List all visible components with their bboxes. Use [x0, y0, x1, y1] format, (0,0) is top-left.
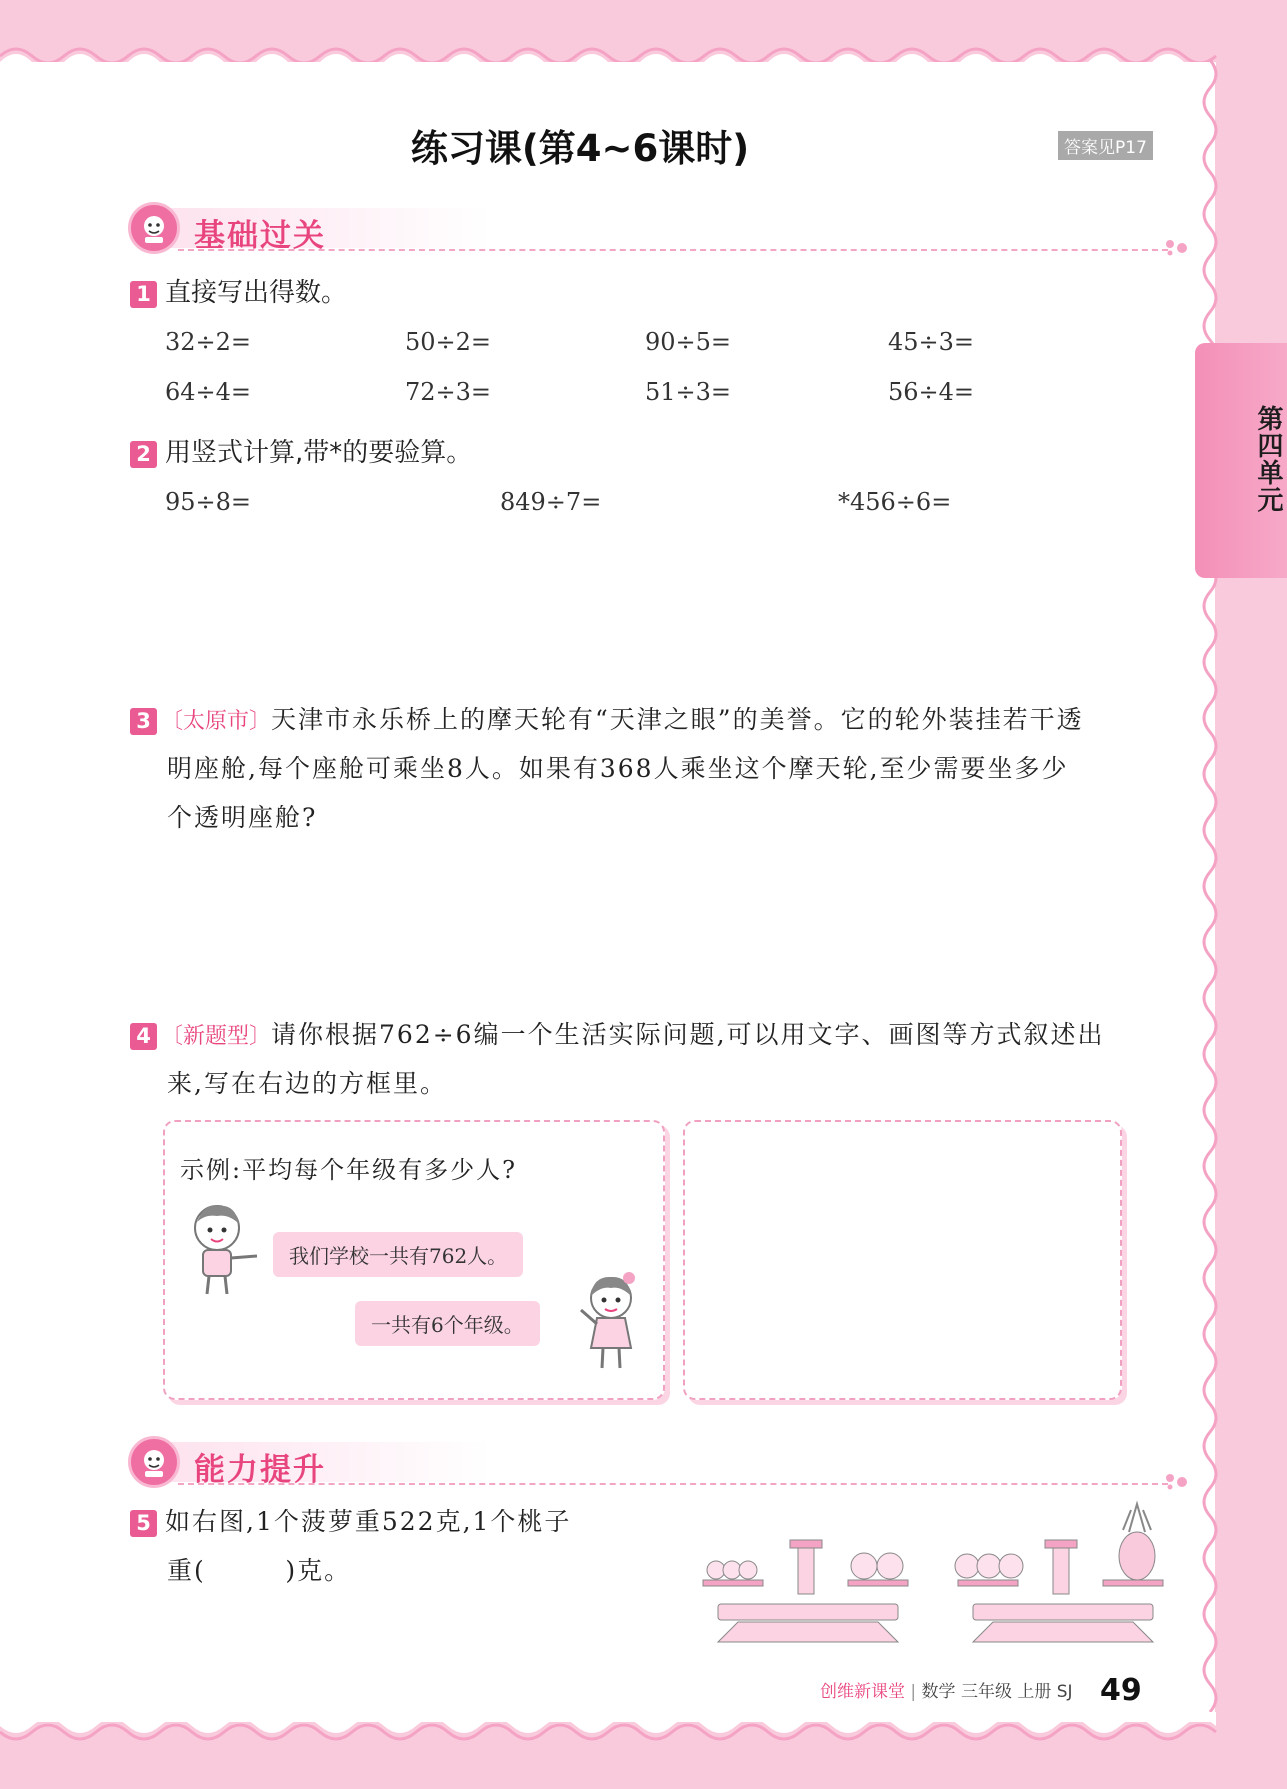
teacher-avatar-icon: [128, 202, 180, 254]
question-4-line-1: [130, 1010, 1180, 1061]
footer-info: 数学 三年级 上册 SJ: [921, 1682, 1073, 1702]
question-tag: 〔太原市〕: [161, 709, 272, 734]
answer-box[interactable]: [683, 1120, 1122, 1400]
unit-tab-label: 第四单元: [1253, 405, 1283, 513]
question-number: 1: [130, 281, 157, 308]
question-2-header: [130, 428, 1180, 478]
calc-item: *456÷6=: [838, 488, 952, 516]
calc-item: 32÷2=: [165, 328, 252, 356]
calc-item: 849÷7=: [500, 488, 602, 516]
section-divider: [178, 249, 1168, 251]
question-5-line-2: 重( )克。: [167, 1556, 352, 1585]
teacher-avatar-icon: [128, 1436, 180, 1488]
girl-figure-icon: [575, 1268, 645, 1373]
calc-item: 95÷8=: [165, 488, 252, 516]
question-number: 5: [130, 1510, 157, 1537]
dots-decoration-icon: [1164, 1472, 1190, 1490]
question-number: 2: [130, 441, 157, 468]
unit-side-tab[interactable]: [1195, 343, 1287, 578]
question-text: 请你根据762÷6编一个生活实际问题,可以用文字、画图等方式叙述出: [271, 1020, 1105, 1049]
calc-item: 64÷4=: [165, 378, 252, 406]
page-footer: 创维新课堂 | 数学 三年级 上册 SJ 49: [820, 1673, 1142, 1708]
question-1-title: 直接写出得数。: [165, 278, 348, 308]
page-number: 49: [1099, 1673, 1142, 1708]
calc-item: 90÷5=: [645, 328, 732, 356]
question-3-line-1: [130, 695, 1180, 746]
question-text: 天津市永乐桥上的摩天轮有“天津之眼”的美誉。它的轮外装挂若干透: [271, 705, 1084, 734]
section-divider: [178, 1483, 1168, 1485]
calc-item: 50÷2=: [405, 328, 492, 356]
right-wave-border: [1200, 60, 1230, 1725]
footer-brand: 创维新课堂: [820, 1682, 905, 1702]
section-title-advanced: 能力提升: [194, 1452, 326, 1488]
balance-scales-illustration: [698, 1500, 1178, 1650]
example-question: 示例:平均每个年级有多少人?: [180, 1156, 517, 1184]
calc-item: 51÷3=: [645, 378, 732, 406]
question-5-line-1: [130, 1497, 690, 1546]
section-header-advanced: [128, 1436, 1178, 1496]
speech-bubble-girl: 一共有6个年级。: [355, 1301, 540, 1346]
dots-decoration-icon: [1164, 238, 1190, 256]
boy-figure-icon: [185, 1198, 265, 1298]
question-text: 如右图,1个菠萝重522克,1个桃子: [165, 1507, 572, 1536]
question-2-title: 用竖式计算,带*的要验算。: [165, 438, 473, 468]
question-1-header: [130, 268, 1180, 318]
speech-bubble-boy: 我们学校一共有762人。: [273, 1232, 523, 1277]
calc-item: 72÷3=: [405, 378, 492, 406]
section-title-basic: 基础过关: [194, 218, 326, 254]
page-title: 练习课(第4~6课时): [410, 127, 750, 170]
calc-item: 56÷4=: [888, 378, 975, 406]
question-number: 3: [130, 708, 157, 735]
question-4-line-2: 来,写在右边的方框里。: [167, 1069, 447, 1098]
calc-item: 45÷3=: [888, 328, 975, 356]
question-tag: 〔新题型〕: [161, 1024, 272, 1049]
section-header-basic: [128, 202, 1178, 262]
answer-reference-badge: 答案见P17: [1058, 131, 1153, 160]
bottom-wave-border: [0, 1712, 1287, 1752]
question-3-line-2: 明座舱,每个座舱可乘坐8人。如果有368人乘坐这个摩天轮,至少需要坐多少: [167, 754, 1069, 783]
question-number: 4: [130, 1023, 157, 1050]
question-3-line-3: 个透明座舱?: [167, 803, 318, 832]
